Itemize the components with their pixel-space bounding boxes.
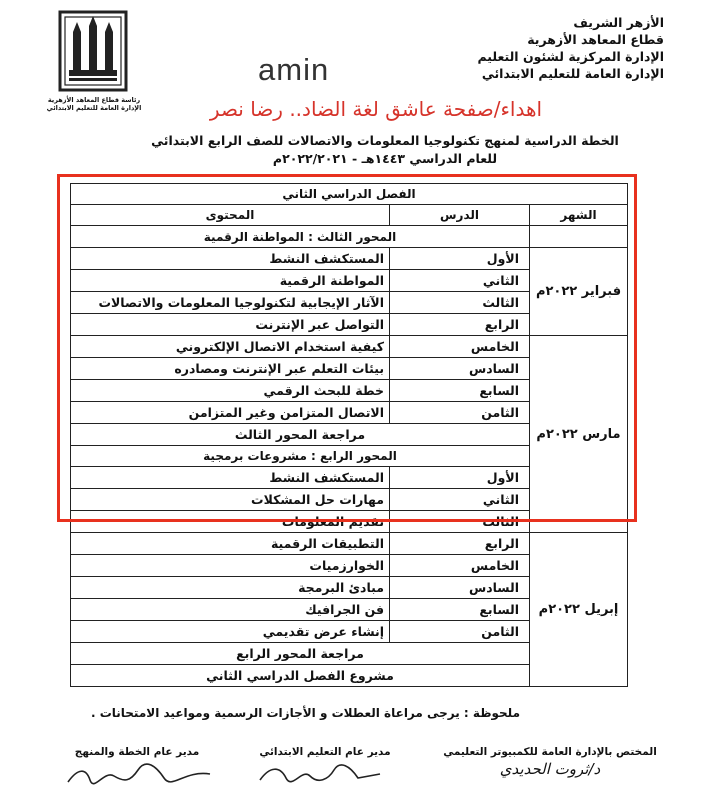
month-cell: مارس ٢٠٢٢م (530, 336, 628, 533)
header-line: الأزهر الشريف (573, 15, 664, 30)
lesson-cell: السادس (390, 358, 530, 380)
lesson-cell: الخامس (390, 555, 530, 577)
plan-title-line: الخطة الدراسية لمنهج تكنولوجيا المعلومات والاتصالات للصف الرابع الابتدائي (151, 133, 619, 148)
lesson-cell: السابع (390, 380, 530, 402)
signature-name: د/ثروت الحديدي (499, 760, 601, 778)
content-cell: التواصل عبر الإنترنت (71, 314, 390, 336)
lesson-cell: الثامن (390, 402, 530, 424)
header-institution (414, 14, 664, 82)
lesson-cell: الثاني (390, 270, 530, 292)
month-cell: إبريل ٢٠٢٢م (530, 533, 628, 687)
signature-block-computer: المختص بالإدارة العامة للكمبيوتر التعليمي (443, 746, 657, 758)
table-row (71, 533, 628, 555)
footnote: ملحوظة : يرجى مراعاة العطلات و الأجازات الرسمية ومواعيد الامتحانات . (90, 706, 520, 720)
month-cell: فبراير ٢٠٢٢م (530, 248, 628, 336)
highlight-box (57, 174, 637, 522)
lesson-cell: الثاني (390, 489, 530, 511)
lesson-cell: الرابع (390, 314, 530, 336)
axis-three-heading: المحور الثالث : المواطنة الرقمية (71, 226, 530, 248)
plan-title (150, 132, 620, 168)
content-cell: كيفية استخدام الاتصال الإلكتروني (71, 336, 390, 358)
review-axis-three: مراجعة المحور الثالث (71, 424, 530, 446)
content-cell: المستكشف النشط (71, 248, 390, 270)
col-header-lesson: الدرس (390, 205, 530, 226)
header-line: الإدارة المركزية لشئون التعليم (477, 49, 664, 64)
header-line: الإدارة العامة للتعليم الابتدائي (481, 66, 664, 81)
lesson-cell: الخامس (390, 336, 530, 358)
lesson-cell: الثالث (390, 292, 530, 314)
signature-block-curriculum: مدير عام الخطة والمنهج (74, 746, 200, 758)
content-cell: الاتصال المتزامن وغير المتزامن (71, 402, 390, 424)
lesson-cell: الأول (390, 467, 530, 489)
lesson-cell: الثالث (390, 511, 530, 533)
content-cell: فن الجرافيك (71, 599, 390, 621)
signature-block-primary: مدير عام التعليم الابتدائي (259, 746, 391, 758)
handwritten-signature-icon (60, 762, 220, 786)
col-header-content: المحتوى (71, 205, 390, 226)
content-cell: الآثار الإيجابية لتكنولوجيا المعلومات والاتصالات (71, 292, 390, 314)
content-cell: التطبيقات الرقمية (71, 533, 390, 555)
lesson-cell: الرابع (390, 533, 530, 555)
header-line: قطاع المعاهد الأزهرية (527, 32, 664, 47)
content-cell: مهارات حل المشكلات (71, 489, 390, 511)
semester-header: الفصل الدراسي الثاني (71, 184, 628, 205)
content-cell: الخوارزميات (71, 555, 390, 577)
semester-project: مشروع الفصل الدراسي الثاني (71, 665, 530, 687)
content-cell: بيئات التعلم عبر الإنترنت ومصادره (71, 358, 390, 380)
content-cell: تقديم المعلومات (71, 511, 390, 533)
review-axis-four: مراجعة المحور الرابع (71, 643, 530, 665)
content-cell: المواطنة الرقمية (71, 270, 390, 292)
plan-year-line: للعام الدراسي ١٤٤٣هـ - ٢٠٢٢/٢٠٢١م (272, 151, 498, 166)
col-header-month: الشهر (530, 205, 628, 226)
logo-caption: رئاسة قطاع المعاهد الأزهرية الإدارة العامة للتعليم الابتدائي (46, 96, 142, 112)
lesson-cell: الأول (390, 248, 530, 270)
azhar-logo-icon (58, 10, 128, 92)
lesson-cell: السابع (390, 599, 530, 621)
content-cell: خطة للبحث الرقمي (71, 380, 390, 402)
content-cell: إنشاء عرض تقديمي (71, 621, 390, 643)
content-cell: المستكشف النشط (71, 467, 390, 489)
lesson-cell: الثامن (390, 621, 530, 643)
handwritten-signature-icon (250, 762, 390, 786)
dedication-text: اهداء/صفحة عاشق لغة الضاد.. رضا نصر (209, 97, 543, 121)
axis-four-heading: المحور الرابع : مشروعات برمجية (71, 446, 530, 467)
lesson-cell: السادس (390, 577, 530, 599)
watermark-text: amin (258, 52, 330, 87)
content-cell: مبادئ البرمجة (71, 577, 390, 599)
